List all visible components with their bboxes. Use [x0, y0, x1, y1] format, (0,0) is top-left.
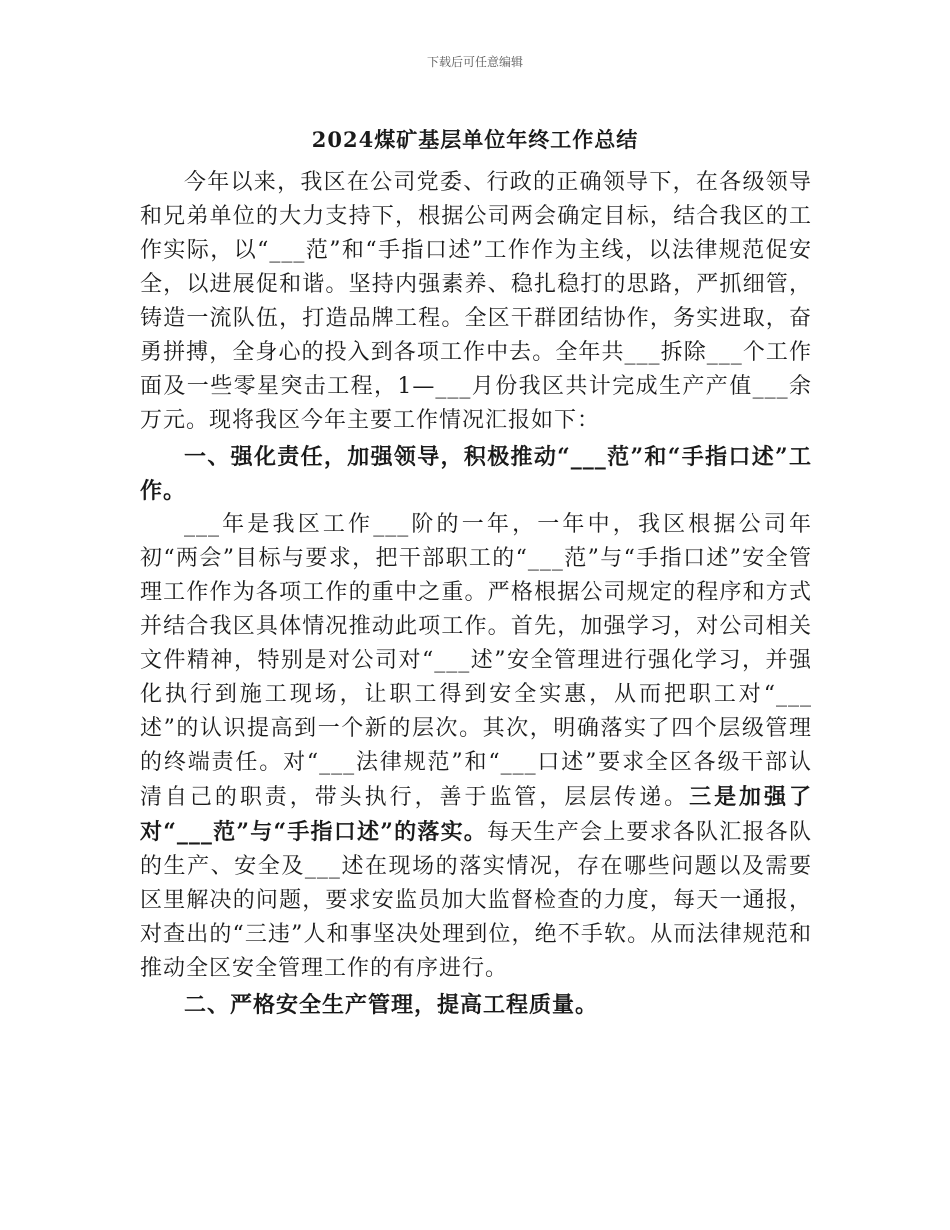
section-1-paragraph [140, 508, 812, 986]
section-1-bold-sentence: 三是加强了对“___范”与“手指口述”的落实。 [140, 784, 812, 845]
section-1-text-part-1: ___年是我区工作___阶的一年，一年中，我区根据公司年初“两会”目标与要求，把干部职工的“___范”与“手指口述”安全管理工作作为各项工作的重中之重。严格根据公司规定的程序和方式并结合我区具体情况推动此项工作。首先，加强学习，对公司相关文件精神，特别是对公司对“___述”安全管理进行强化学习，并强化执行到施工现场，让职工得到安全实惠，从而把职工对“___述”的认识提高到一个新的层次。其次，明确落实了四个层级管理的终端责任。对“___法律规范”和“___口述”要求全区各级干部认清自己的职责，带头执行，善于监管，层层传递。 [140, 512, 812, 810]
document-body [140, 166, 812, 1022]
section-1-heading: 一、强化责任，加强领导，积极推动“___范”和“手指口述”工作。 [140, 444, 812, 504]
document-title: 2024煤矿基层单位年终工作总结 [311, 127, 639, 152]
section-2-heading: 二、严格安全生产管理，提高工程质量。 [184, 992, 599, 1018]
page-header-note: 下载后可任意编辑 [426, 55, 523, 69]
intro-paragraph: 今年以来，我区在公司党委、行政的正确领导下，在各级领导和兄弟单位的大力支持下，根据公司两会确定目标，结合我区的工作实际，以“___范”和“手指口述”工作作为主线，以法律规范促安全，以进展促和谐。坚持内强素养、稳扎稳打的思路，严抓细管，铸造一流队伍，打造品牌工程。全区干群团结协作，务实进取，奋勇拼搏，全身心的投入到各项工作中去。全年共___拆除___个工作面及一些零星突击工程，1—___月份我区共计完成生产产值___余万元。现将我区今年主要工作情况汇报如下： [140, 170, 812, 433]
section-1-text-part-2: 每天生产会上要求各队汇报各队的生产、安全及___述在现场的落实情况，存在哪些问题以及需要区里解决的问题，要求安监员加大监督检查的力度，每天一通报，对查出的“三违”人和事坚决处理到位，绝不手软。从而法律规范和推动全区安全管理工作的有序进行。 [140, 820, 812, 981]
